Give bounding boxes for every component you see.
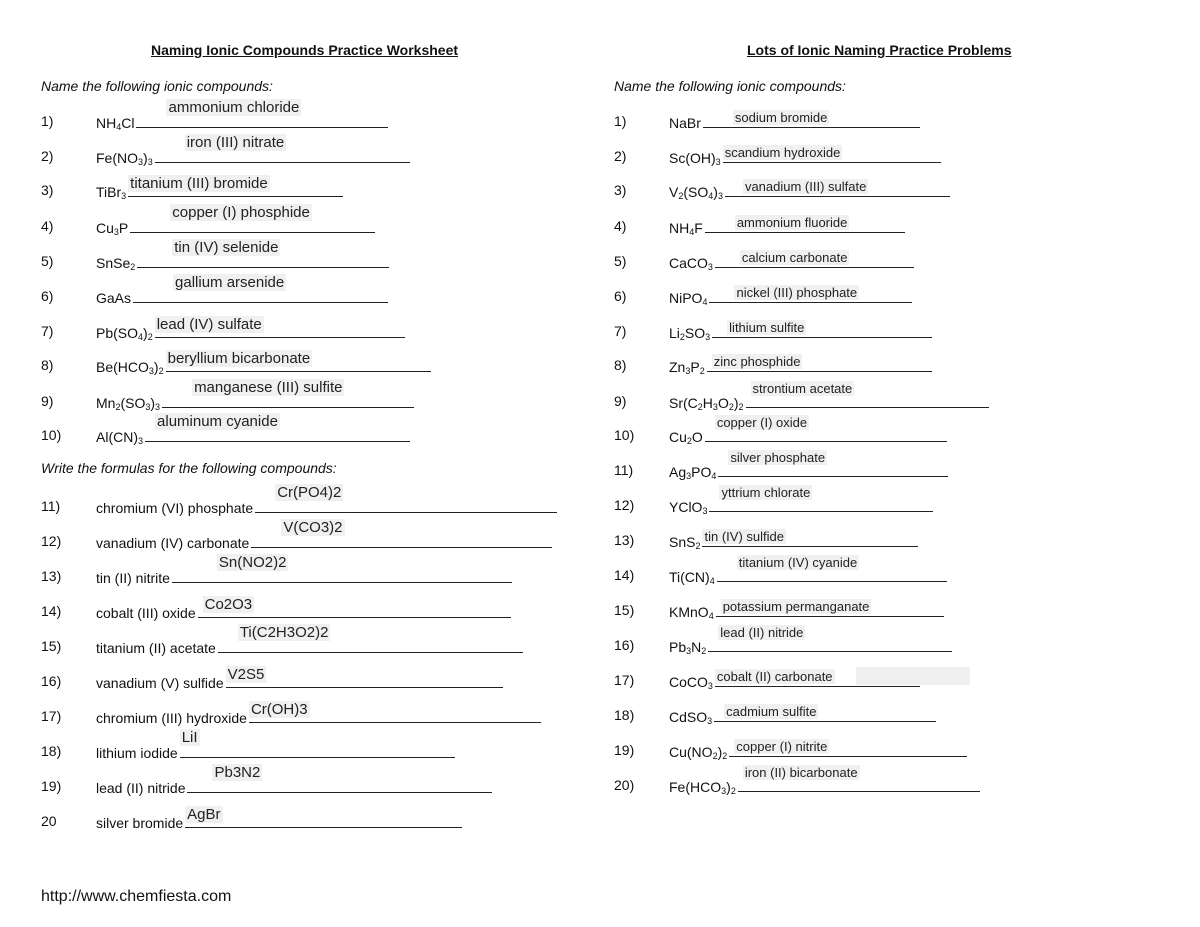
formula-label: $Zn_3P_2$ <box>669 359 705 376</box>
right-naming-item <box>614 529 1085 552</box>
formula-label: $NH_4F$ <box>669 220 703 237</box>
right-naming-item <box>614 145 1087 168</box>
handwritten-answer: Pb3N2 <box>214 764 261 781</box>
formula-label: $Cu_2O$ <box>669 429 703 446</box>
handwritten-answer: calcium carbonate <box>741 250 848 265</box>
handwritten-answer: gallium arsenide <box>175 274 285 291</box>
question-number: 7) <box>41 323 54 339</box>
question-number: 3) <box>41 182 54 198</box>
answer-blank[interactable] <box>133 274 388 303</box>
formula-label: $Fe(HCO_3)_2$ <box>669 779 736 796</box>
handwritten-answer: V(CO3)2 <box>283 519 343 536</box>
answer-blank[interactable] <box>128 175 343 197</box>
question-number: 10) <box>614 427 635 443</box>
question-number: 5) <box>41 253 54 269</box>
handwritten-answer: aluminum cyanide <box>157 413 278 430</box>
right-naming-item <box>614 555 1099 587</box>
compound-name-label: lead (II) nitride <box>96 780 186 796</box>
answer-blank[interactable] <box>226 666 503 688</box>
left-naming-item <box>41 175 511 202</box>
formula-label: $Pb(SO_4)_2$ <box>96 325 153 342</box>
question-number: 12) <box>41 533 62 549</box>
handwritten-answer: vanadium (III) sulfate <box>744 179 867 194</box>
formula-label: NiPO$_4$ <box>669 290 708 307</box>
formula-label: TiBr$_3$ <box>96 184 127 201</box>
handwritten-answer: cobalt (II) carbonate <box>716 669 833 684</box>
handwritten-answer: AgBr <box>187 806 221 823</box>
compound-name-label: vanadium (IV) carbonate <box>96 535 250 551</box>
answer-blank[interactable] <box>180 729 455 758</box>
handwritten-answer: tin (IV) selenide <box>174 239 279 256</box>
right-naming-item <box>614 704 1091 727</box>
question-number: 8) <box>41 357 54 373</box>
formula-label: $Al(CN)_3$ <box>96 429 144 446</box>
right-naming-item <box>614 250 1068 273</box>
formula-label: $Mn_2(SO_3)_3$ <box>96 395 161 412</box>
formula-label: CoCO$_3$ <box>669 674 713 691</box>
question-number: 11) <box>41 498 61 514</box>
answer-blank[interactable] <box>729 739 967 757</box>
left-formula-item <box>41 806 573 833</box>
answer-blank[interactable] <box>249 701 541 723</box>
question-number: 15) <box>41 638 62 654</box>
handwritten-answer: ammonium chloride <box>168 99 300 116</box>
formula-label: $Cu(NO_2)_2$ <box>669 744 728 761</box>
answer-blank[interactable] <box>723 145 941 163</box>
formula-label: YClO$_3$ <box>669 499 708 516</box>
right-title: Lots of Ionic Naming Practice Problems <box>747 42 1012 58</box>
formula-label: $Be(HCO_3)_2$ <box>96 359 164 376</box>
compound-name-label: silver bromide <box>96 815 184 831</box>
question-number: 1) <box>41 113 54 129</box>
formula-label: $Ag_3PO_4$ <box>669 464 717 481</box>
right-naming-item <box>614 215 1069 238</box>
answer-blank[interactable] <box>137 239 389 268</box>
left-naming-item <box>41 99 548 133</box>
formula-label: KMnO$_4$ <box>669 604 714 621</box>
formula-label: CdSO$_3$ <box>669 709 713 726</box>
formula-label: SnSe$_2$ <box>96 255 136 272</box>
question-number: 10) <box>41 427 62 443</box>
formula-label: $Ti(CN)_4$ <box>669 569 715 586</box>
right-naming-item <box>614 415 1111 447</box>
left-naming-item <box>41 379 548 413</box>
answer-blank[interactable] <box>717 555 947 582</box>
question-number: 16) <box>614 637 635 653</box>
right-naming-item <box>614 669 1074 692</box>
right-naming-item <box>614 485 1093 517</box>
left-formula-item <box>41 729 571 763</box>
answer-blank[interactable] <box>166 350 431 372</box>
handwritten-answer: iron (II) bicarbonate <box>744 765 858 780</box>
compound-name-label: chromium (III) hydroxide <box>96 710 247 726</box>
handwritten-answer: yttrium chlorate <box>721 485 811 500</box>
question-number: 17) <box>41 708 62 724</box>
handwritten-answer: cadmium sulfite <box>726 704 817 719</box>
question-number: 19) <box>41 778 62 794</box>
handwritten-answer: LiI <box>181 729 198 746</box>
left-instruction-formulas: Write the formulas for the following compounds: <box>41 460 337 476</box>
question-number: 14) <box>41 603 62 619</box>
answer-blank[interactable] <box>136 99 388 128</box>
formula-label: NaBr <box>669 115 701 131</box>
right-naming-item <box>614 354 1094 377</box>
left-naming-item <box>41 350 561 377</box>
formula-label: CaCO$_3$ <box>669 255 713 272</box>
right-naming-item <box>614 599 1097 622</box>
question-number: 18) <box>41 743 62 759</box>
answer-blank[interactable] <box>198 596 511 618</box>
question-number: 5) <box>614 253 627 269</box>
handwritten-answer: sodium bromide <box>734 110 828 125</box>
answer-blank[interactable] <box>185 806 462 828</box>
right-naming-item <box>614 765 1111 797</box>
compound-name-label: titanium (II) acetate <box>96 640 216 656</box>
handwritten-answer: Cr(PO4)2 <box>277 484 342 501</box>
formula-label: $Cu_3P$ <box>96 220 129 237</box>
question-number: 13) <box>41 568 62 584</box>
handwritten-answer: iron (III) nitrate <box>186 134 285 151</box>
footer-url: http://www.chemfiesta.com <box>41 888 232 905</box>
compound-name-label: cobalt (III) oxide <box>96 605 196 621</box>
left-naming-item <box>41 204 541 238</box>
formula-label: $Sr(C_2H_3O_2)_2$ <box>669 395 744 412</box>
answer-blank[interactable] <box>709 485 933 512</box>
left-formula-item <box>41 701 588 728</box>
handwritten-answer: zinc phosphide <box>713 354 801 369</box>
question-number: 16) <box>41 673 62 689</box>
question-number: 7) <box>614 323 627 339</box>
left-formula-item <box>41 484 598 518</box>
compound-name-label: vanadium (V) sulfide <box>96 675 224 691</box>
question-number: 4) <box>41 218 54 234</box>
handwritten-answer: titanium (IV) cyanide <box>738 555 858 570</box>
question-number: 15) <box>614 602 635 618</box>
formula-label: SnS$_2$ <box>669 534 701 551</box>
right-naming-item <box>614 285 1072 308</box>
left-formula-item <box>41 624 601 658</box>
formula-label: $Sc(OH)_3$ <box>669 150 721 167</box>
left-formula-item <box>41 666 573 693</box>
handwritten-answer: titanium (III) bromide <box>130 175 268 192</box>
right-instruction-names: Name the following ionic compounds: <box>614 78 846 94</box>
left-naming-item <box>41 316 546 343</box>
answer-blank[interactable] <box>218 624 523 653</box>
answer-blank[interactable] <box>705 215 905 233</box>
question-number: 4) <box>614 218 627 234</box>
handwritten-answer: copper (I) nitrite <box>736 739 828 754</box>
question-number: 13) <box>614 532 635 548</box>
question-number: 19) <box>614 742 635 758</box>
handwritten-answer: copper (I) oxide <box>716 415 808 430</box>
handwritten-answer: V2S5 <box>227 666 265 683</box>
handwritten-answer: Co2O3 <box>204 596 253 613</box>
answer-blank[interactable] <box>705 415 947 442</box>
answer-blank[interactable] <box>709 285 912 303</box>
question-number: 2) <box>41 148 54 164</box>
answer-blank[interactable] <box>725 179 950 197</box>
formula-label: $Pb_3N_2$ <box>669 639 707 656</box>
compound-name-label: chromium (VI) phosphate <box>96 500 254 516</box>
left-title: Naming Ionic Compounds Practice Worksheet <box>151 42 459 58</box>
formula-label: $Fe(NO_3)_3$ <box>96 150 153 167</box>
question-number: 14) <box>614 567 635 583</box>
answer-blank[interactable] <box>707 354 932 372</box>
answer-blank[interactable] <box>251 519 552 548</box>
formula-label: GaAs <box>96 290 132 306</box>
answer-blank[interactable] <box>715 250 914 268</box>
question-number: 20) <box>614 777 635 793</box>
answer-blank[interactable] <box>172 554 512 583</box>
answer-blank[interactable] <box>145 413 410 442</box>
handwritten-answer: lead (IV) sulfate <box>156 316 262 333</box>
handwritten-answer: ammonium fluoride <box>736 215 848 230</box>
formula-label: $V_2(SO_4)_3$ <box>669 184 723 201</box>
answer-blank[interactable] <box>155 316 405 338</box>
handwritten-answer: lithium sulfite <box>729 320 805 335</box>
answer-blank[interactable] <box>703 110 920 128</box>
right-naming-item <box>614 450 1099 482</box>
handwritten-answer: Ti(C2H3O2)2 <box>239 624 329 641</box>
left-formula-item <box>41 519 597 553</box>
handwritten-answer: potassium permanganate <box>722 599 870 614</box>
formula-label: $NH_4Cl$ <box>96 115 135 132</box>
question-number: 12) <box>614 497 635 513</box>
left-naming-item <box>41 413 561 447</box>
answer-blank[interactable] <box>712 320 932 338</box>
right-naming-item <box>614 110 1086 133</box>
right-naming-item <box>614 179 1094 202</box>
question-number: 6) <box>41 288 54 304</box>
handwritten-answer: scandium hydroxide <box>724 145 841 160</box>
answer-blank[interactable] <box>187 764 492 793</box>
question-number: 11) <box>614 462 634 478</box>
left-instruction-names: Name the following ionic compounds: <box>41 78 273 94</box>
left-naming-item <box>41 274 551 308</box>
right-naming-item <box>614 739 1107 762</box>
answer-blank[interactable] <box>702 529 918 547</box>
handwritten-answer: nickel (III) phosphate <box>736 285 858 300</box>
question-number: 9) <box>41 393 54 409</box>
handwritten-answer: lead (II) nitride <box>720 625 804 640</box>
handwritten-answer: Sn(NO2)2 <box>218 554 287 571</box>
left-formula-item <box>41 596 609 623</box>
question-number: 18) <box>614 707 635 723</box>
compound-name-label: lithium iodide <box>96 745 178 761</box>
left-formula-item <box>41 554 636 588</box>
handwritten-answer: strontium acetate <box>752 381 853 396</box>
question-number: 6) <box>614 288 627 304</box>
answer-blank[interactable] <box>718 450 948 477</box>
left-naming-item <box>41 134 551 168</box>
right-naming-item <box>614 381 1112 413</box>
answer-blank[interactable] <box>155 134 410 163</box>
right-naming-item <box>614 320 1089 343</box>
left-formula-item <box>41 764 601 798</box>
left-naming-item <box>41 239 548 273</box>
handwritten-answer: manganese (III) sulfite <box>194 379 343 396</box>
handwritten-answer: Cr(OH)3 <box>250 701 308 718</box>
question-number: 9) <box>614 393 627 409</box>
answer-blank[interactable] <box>162 379 414 408</box>
answer-blank[interactable] <box>130 204 375 233</box>
handwritten-answer: copper (I) phosphide <box>172 204 310 221</box>
answer-blank[interactable] <box>708 625 952 652</box>
handwritten-answer: beryllium bicarbonate <box>167 350 311 367</box>
answer-blank[interactable] <box>715 669 920 687</box>
answer-blank[interactable] <box>746 381 989 408</box>
question-number: 20 <box>41 813 57 829</box>
answer-blank[interactable] <box>255 484 557 513</box>
question-number: 2) <box>614 148 627 164</box>
question-number: 17) <box>614 672 635 688</box>
handwritten-answer: silver phosphate <box>730 450 826 465</box>
answer-blank[interactable] <box>738 765 980 792</box>
answer-blank[interactable] <box>714 704 936 722</box>
question-number: 3) <box>614 182 627 198</box>
compound-name-label: tin (II) nitrite <box>96 570 170 586</box>
right-naming-item <box>614 625 1113 657</box>
formula-label: $Li_2SO_3$ <box>669 325 711 342</box>
answer-blank[interactable] <box>716 599 944 617</box>
handwritten-answer: tin (IV) sulfide <box>704 529 784 544</box>
question-number: 8) <box>614 357 627 373</box>
question-number: 1) <box>614 113 627 129</box>
